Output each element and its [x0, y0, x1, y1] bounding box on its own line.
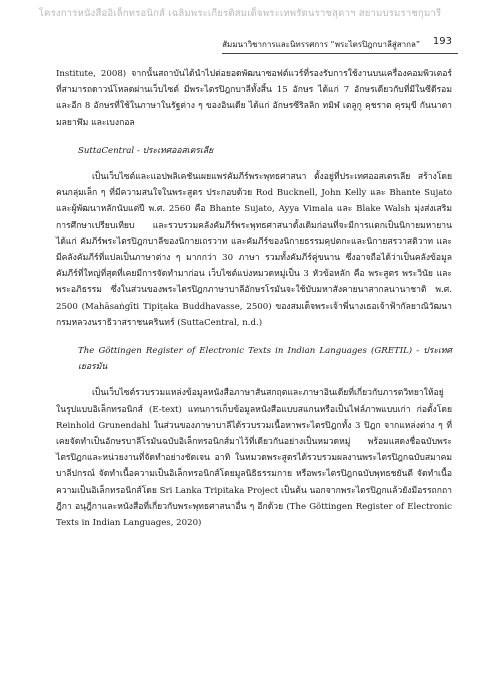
page-header: [0, 36, 480, 58]
section-heading-gretil: The Göttingen Register of Electronic Texts in Indian Languages (GRETIL) - ประเทศเยอรมัน: [78, 346, 452, 373]
running-header-title: สัมมนาวิชาการและนิทรรศการ “พระไตรปิฎกบาลีสู่สากล”: [222, 40, 420, 49]
paragraph-suttacentral: เป็นเว็บไซต์และแอปพลิเคชันเผยแพร่คัมภีร์พระพุทธศาสนา ตั้งอยู่ที่ประเทศออสเตรเลีย สร้างโดยคนกลุ่มเล็ก ๆ ที่มีความสนใจในพระสูตร ประกอบด้วย Rod Bucknell, John Kelly และ Bhante Sujato และผู้พัฒนาหลักนับแต่ปี พ.ศ. 2560 คือ Bhante Sujato, Ayya Vimala และ Blake Walsh มุ่งส่งเสริมการศึกษาเปรียบเทียบ และรวบรวมคลังคัมภีร์พระพุทธศาสนาดั้งเดิมก่อนที่จะมีการแตกเป็นนิกายมหายาน ได้แก่ คัมภีร์พระไตรปิฎกบาลีของนิกายเถรวาท และคัมภีร์ของนิกายธรรมคุปตกะและนิกายสรวาสติวาท และมีคลังคัมภีร์ที่แปลเป็นภาษาต่าง ๆ มากกว่า 30 ภาษา รวมทั้งคัมภีร์คู่ขนาน ซึ่งอาจถือได้ว่าเป็นคลังข้อมูลคัมภีร์ที่ใหญ่ที่สุดที่เคยมีการจัดทำมาก่อน เว็บไซต์แบ่งหมวดหมู่เป็น 3 หัวข้อหลัก คือ พระสูตร พระวินัย และพระอภิธรรม ซึ่งในส่วนของพระไตรปิฎกภาษาบาลีอักษรโรมันจะใช้บับมหาสังคายนาสากลนานาชาติ พ.ศ. 2500 (Mahāsaṅgīti Tipiṭaka Buddhavasse, 2500) ของสมเด็จพระเจ้าพี่นางเธอเจ้าฟ้ากัลยาณิวัฒนา กรมหลวงนราธิวาสราชนครินทร์ (SuttaCentral, n.d.): [56, 172, 452, 328]
header-rule: [222, 53, 458, 54]
paragraph-continuation: Institute, 2008) จากนั้นสถาบันได้นำไปต่อยอดพัฒนาซอฟต์แวร์ที่รองรับการใช้งานบนเครื่องคอมพิวเตอร์ที่สามารถดาวน์โหลดผ่านเว็บไซต์ มีพระไตรปิฎกบาลีทั้งสิ้น 15 อักษร ได้แก่ 7 อักษรเดียวกับที่มีในซีดีรอมและอีก 8 อักษรที่ใช้ในภาษาในรัฐต่าง ๆ ของอินเดีย ได้แก่ อักษรซีริลลิก ทมิฬ เตลูกู คุชราต คุรมุขี กันนาดา มลยาฬัม และเบงกอล: [56, 69, 452, 128]
section-heading-suttacentral: SuttaCentral - ประเทศออสเตรเลีย: [78, 145, 214, 156]
watermark-text: โครงการหนังสืออิเล็กทรอนิกส์ เฉลิมพระเกียรติสมเด็จพระเทพรัตนราชสุดาฯ สยามบรมราชกุมารี: [38, 8, 442, 19]
page-number: 193: [432, 36, 452, 47]
body-content: [56, 66, 452, 531]
paragraph-gretil: เป็นเว็บไซต์รวบรวมแหล่งข้อมูลหนังสือภาษาสันสกฤตและภาษาอินเดียที่เกี่ยวกับภารตวิทยาให้อยู่ในรูปแบบอิเล็กทรอนิกส์ (E-text) แทนการเก็บข้อมูลหนังสือแบบสแกนหรือเป็นไฟล์ภาพแบบเก่า ก่อตั้งโดย Reinhold Grunendahl ในส่วนของภาษาบาลีได้รวบรวมเนื้อหาพระไตรปิฎกทั้ง 3 ปิฎก จากแหล่งต่าง ๆ ที่เคยจัดทำเป็นอักษรบาลีโรมันฉบับอิเล็กทรอนิกส์มาไว้ที่เดียวกันอย่างเป็นหมวดหมู่ พร้อมแสดงชื่อฉบับพระไตรปิฎกและหน่วยงานที่จัดทำอย่างชัดเจน อาทิ ในหมวดพระสูตรได้รวบรวมผลงานพระไตรปิฎกฉบับสมาคมบาลีปกรณ์ จัดทำเนื้อความเป็นอิเล็กทรอนิกส์โดยมูลนิธิธรรมกาย หรือพระไตรปิฎกฉบับพุทธชยันตี จัดทำเนื้อความเป็นอิเล็กทรอนิกส์โดย Sri Lanka Tripitaka Project เป็นต้น นอกจากพระไตรปิฎกแล้วยังมีอรรถกถา ฎีกา อนุฎีกาและหนังสือที่เกี่ยวกับพระพุทธศาสนาอื่น ๆ อีกด้วย (The Göttingen Register of Electronic Texts in Indian Languages, 2020): [56, 388, 452, 529]
